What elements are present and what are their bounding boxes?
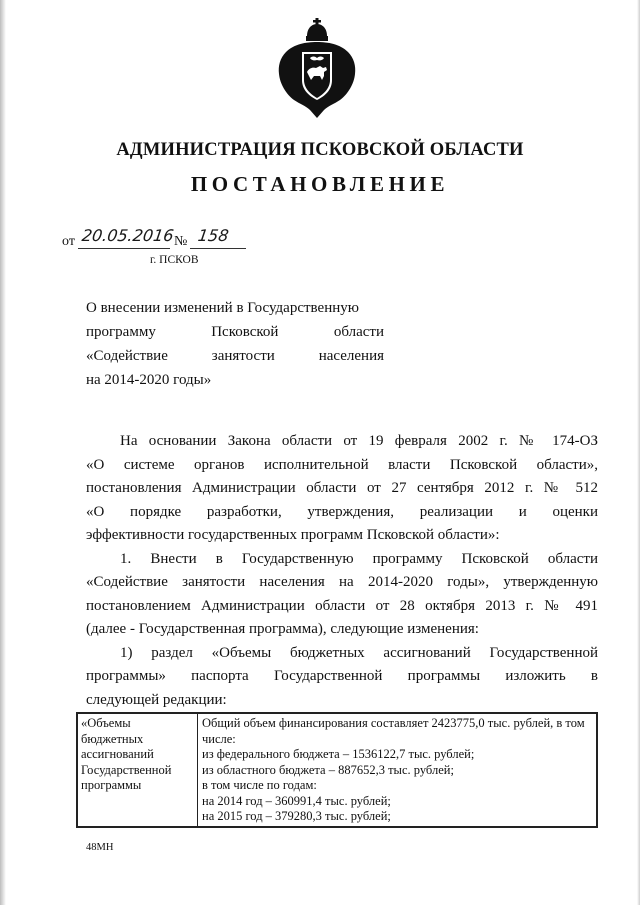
body-line: «О системе органов исполнительной власти Псковской области», (86, 456, 598, 473)
document-body (86, 430, 598, 712)
subject-line: О внесении изменений в Государственную (86, 300, 359, 316)
number-label: № (174, 234, 188, 249)
coat-of-arms-emblem (276, 18, 358, 118)
page-left-edge (0, 0, 6, 905)
handwritten-number: 158 (196, 226, 230, 245)
body-line: «О порядке разработки, утверждения, реализации и оценки (86, 503, 598, 520)
body-line: постановлением Администрации области от 28 октября 2013 г. № 491 (86, 597, 598, 614)
body-line: 1. Внести в Государственную программу Псковской области (120, 550, 598, 567)
from-label: от (62, 234, 75, 249)
passport-table-container (76, 712, 598, 828)
table-value-line: из областного бюджета – 887652,3 тыс. рублей; (202, 762, 454, 777)
passport-table (76, 712, 598, 828)
handwritten-date: 20.05.2016 (80, 226, 175, 245)
body-line: На основании Закона области от 19 февраля 2002 г. № 174-ОЗ (120, 433, 598, 449)
table-value-line: Общий объем финансирования составляет 2423775,0 тыс. рублей, в том числе: (202, 716, 585, 746)
document-subject (86, 296, 384, 392)
organization-title: АДМИНИСТРАЦИЯ ПСКОВСКОЙ ОБЛАСТИ (116, 140, 524, 160)
subject-line: программу Псковской области (86, 324, 384, 340)
table-cell-label: «Объемы бюджетных ассигнований Государственной программы (77, 713, 198, 829)
table-value-line: в том числе по годам: (202, 778, 317, 792)
table-cell-value (198, 713, 598, 829)
number-underline (190, 248, 246, 249)
table-value-line: из федерального бюджета – 1536122,7 тыс. рублей; (202, 747, 475, 761)
registration-line (62, 226, 262, 250)
body-line: программы» паспорта Государственной программы изложить в (86, 668, 598, 684)
body-line: следующей редакции: (86, 691, 227, 708)
body-line: эффективности государственных программ Псковской области»: (86, 527, 500, 543)
table-row (77, 713, 598, 829)
body-line: «Содействие занятости населения на 2014-2020 годы», утвержденную (86, 574, 598, 590)
document-type-title: ПОСТАНОВЛЕНИЕ (190, 172, 450, 196)
city-label: г. ПСКОВ (150, 254, 199, 266)
table-value-line: на 2015 год – 379280,3 тыс. рублей; (202, 809, 391, 823)
body-line: 1) раздел «Объемы бюджетных ассигнований Государственной (120, 644, 598, 661)
body-line: постановления Администрации области от 27 сентября 2012 г. № 512 (86, 480, 598, 496)
body-line: (далее - Государственная программа), следующие изменения: (86, 621, 479, 637)
subject-line: на 2014-2020 годы» (86, 372, 212, 388)
footer-code: 48МН (86, 842, 114, 853)
table-value-line: на 2014 год – 360991,4 тыс. рублей; (202, 793, 391, 808)
subject-line: «Содействие занятости населения (86, 348, 384, 364)
date-underline (78, 248, 170, 249)
